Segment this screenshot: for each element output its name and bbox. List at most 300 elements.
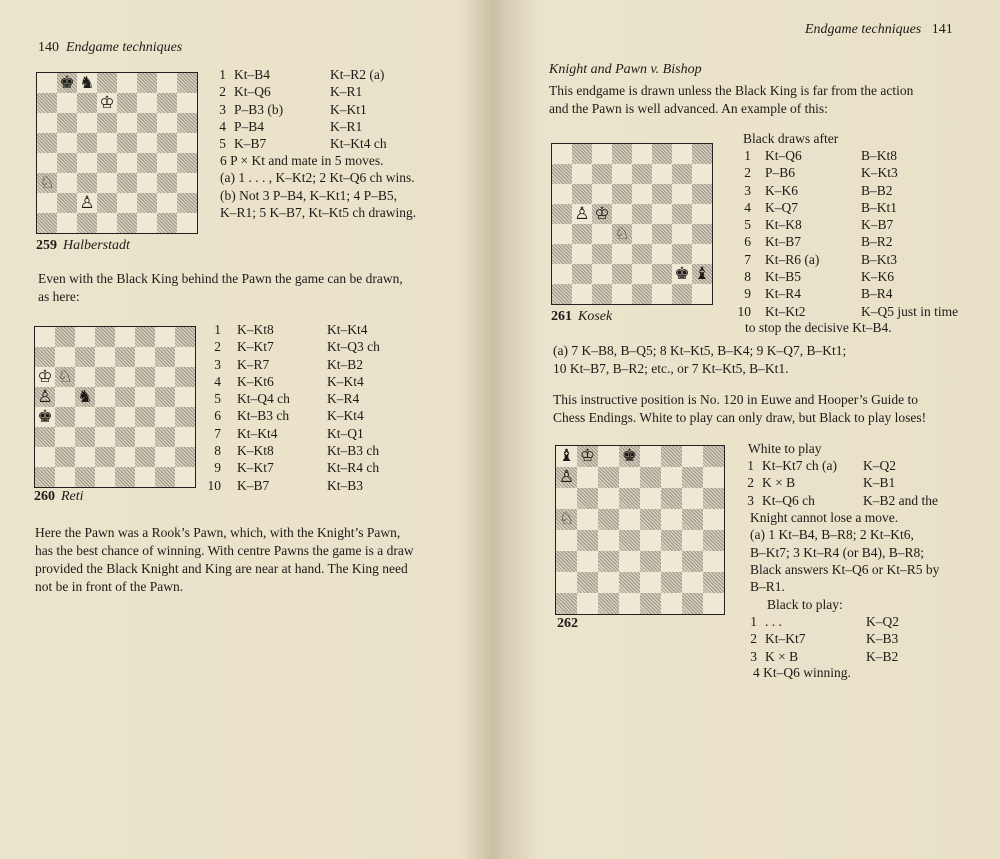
move-number: 7	[744, 251, 751, 267]
board-square-b2	[577, 572, 598, 593]
board-square-g8	[157, 73, 177, 93]
move-number: 9	[214, 460, 221, 476]
board-square-a5	[552, 204, 572, 224]
board-square-g2	[155, 447, 175, 467]
black-move: Kt–B2	[327, 356, 364, 372]
board-square-e6	[117, 113, 137, 133]
board-square-d8	[619, 446, 640, 467]
move-number: 5	[214, 391, 221, 407]
board-square-e7	[632, 164, 652, 184]
black-bishop-icon: ♝	[694, 264, 710, 284]
white-move: Kt–B7	[765, 234, 802, 250]
board-square-c1	[598, 593, 619, 614]
text-line: provided the Black Knight and King are near at hand. The King need	[35, 561, 408, 576]
board-square-d6	[95, 367, 115, 387]
board-square-f4	[652, 224, 672, 244]
board-square-b6	[572, 184, 592, 204]
board-square-c3	[77, 173, 97, 193]
board-square-f5	[652, 204, 672, 224]
notes-259	[220, 152, 446, 221]
text-line: Here the Pawn was a Rook’s Pawn, which, with the Knight’s Pawn,	[35, 525, 401, 540]
board-square-a7	[556, 467, 577, 488]
board-square-a3	[552, 244, 572, 264]
board-square-d7	[95, 347, 115, 367]
chess-diagram-259	[36, 72, 198, 234]
board-square-e6	[632, 184, 652, 204]
board-square-f4	[661, 530, 682, 551]
board-square-g7	[682, 467, 703, 488]
board-square-g8	[155, 327, 175, 347]
board-square-e6	[640, 488, 661, 509]
board-square-c8	[592, 144, 612, 164]
board-square-c3	[75, 427, 95, 447]
board-square-d2	[612, 264, 632, 284]
board-square-c2	[75, 447, 95, 467]
diagram-caption-262	[557, 616, 584, 632]
board-square-a1	[35, 467, 55, 487]
text-line: This instructive position is No. 120 in Euwe and Hooper’s Guide to	[553, 392, 918, 407]
text-line: not be in front of the Pawn.	[35, 579, 184, 594]
board-square-g2	[672, 264, 692, 284]
board-square-d5	[612, 204, 632, 224]
white-move: K × B	[762, 475, 796, 491]
white-move: Kt–Q6 ch	[762, 492, 815, 508]
board-square-g1	[672, 284, 692, 304]
move-number: 4	[219, 118, 226, 134]
board-square-g4	[157, 153, 177, 173]
black-knight-icon: ♞	[79, 73, 95, 93]
diagram-title: Kosek	[578, 309, 613, 324]
board-square-h5	[703, 509, 724, 530]
board-square-g4	[155, 407, 175, 427]
white-move: Kt–K8	[765, 217, 802, 233]
board-square-e6	[115, 367, 135, 387]
black-move: K–B1	[863, 475, 896, 491]
board-square-d7	[97, 93, 117, 113]
running-head-title: Endgame techniques	[66, 40, 183, 55]
white-pawn-icon: ♙	[558, 467, 575, 487]
board-square-b4	[55, 407, 75, 427]
white-move: K–Kt8	[237, 443, 274, 459]
board-square-c1	[77, 213, 97, 233]
board-square-d7	[612, 164, 632, 184]
board-square-e8	[117, 73, 137, 93]
board-square-c8	[75, 327, 95, 347]
board-square-g5	[682, 509, 703, 530]
move-number: 2	[747, 475, 754, 491]
board-square-f1	[652, 284, 672, 304]
board-square-g7	[157, 93, 177, 113]
board-square-h3	[703, 551, 724, 572]
white-pawn-icon: ♙	[37, 387, 53, 407]
board-square-g2	[682, 572, 703, 593]
board-square-c6	[592, 184, 612, 204]
board-square-f6	[652, 184, 672, 204]
board-square-e7	[117, 93, 137, 113]
board-square-b3	[57, 173, 77, 193]
white-move: Kt–Q4 ch	[237, 391, 290, 407]
board-square-a6	[552, 184, 572, 204]
diagram-caption-261	[551, 309, 612, 325]
black-move: K–R4	[327, 391, 360, 407]
board-square-h2	[177, 193, 197, 213]
board-square-d1	[612, 284, 632, 304]
board-square-g5	[672, 204, 692, 224]
board-square-a5	[37, 133, 57, 153]
board-square-h7	[175, 347, 195, 367]
board-square-f3	[137, 173, 157, 193]
board-square-b5	[577, 509, 598, 530]
board-square-f7	[135, 347, 155, 367]
board-square-d2	[97, 193, 117, 213]
left-running-head	[38, 40, 182, 56]
note-line: B–R1.	[750, 579, 785, 595]
board-square-h7	[177, 93, 197, 113]
board-square-e4	[115, 407, 135, 427]
white-move: P–B4	[234, 118, 265, 134]
black-king-icon: ♚	[37, 407, 53, 427]
board-square-g1	[155, 467, 175, 487]
board-square-f6	[137, 113, 157, 133]
move-number: 1	[750, 614, 757, 629]
board-square-d6	[97, 113, 117, 133]
note-line: (a) 1 . . . , K–Kt2; 2 Kt–Q6 ch wins.	[220, 170, 415, 186]
diagram-caption-260	[34, 489, 84, 505]
black-move: Kt–Q3 ch	[327, 339, 380, 355]
board-square-g7	[672, 164, 692, 184]
board-square-f1	[135, 467, 155, 487]
white-king-icon: ♔	[579, 446, 596, 466]
black-king-icon: ♚	[674, 264, 690, 284]
black-bishop-icon: ♝	[558, 446, 575, 466]
black-move: Kt–B3	[327, 477, 364, 493]
board-square-d8	[97, 73, 117, 93]
black-to-play-label: Black to play:	[767, 597, 843, 612]
note-line: 6 P × Kt and mate in 5 moves.	[220, 153, 384, 168]
board-square-d2	[619, 572, 640, 593]
board-square-b3	[55, 427, 75, 447]
board-square-a2	[552, 264, 572, 284]
board-square-b5	[57, 133, 77, 153]
move-number: 4	[744, 199, 751, 215]
move-number: 3	[214, 356, 221, 372]
page-number: 140	[38, 40, 59, 55]
paragraph-2	[35, 524, 445, 596]
move-number: 3	[744, 182, 751, 198]
board-square-f7	[652, 164, 672, 184]
board-square-a1	[552, 284, 572, 304]
board-square-b1	[572, 284, 592, 304]
board-square-b5	[55, 387, 75, 407]
board-square-b8	[55, 327, 75, 347]
board-square-b7	[57, 93, 77, 113]
board-square-g1	[682, 593, 703, 614]
board-square-g4	[682, 530, 703, 551]
paragraph-3	[553, 391, 965, 427]
move-number: 2	[750, 631, 757, 647]
final-move: 4 Kt–Q6 winning.	[753, 665, 851, 680]
board-square-h1	[175, 467, 195, 487]
text-line: This endgame is drawn unless the Black King is far from the action	[549, 83, 914, 98]
board-square-c7	[75, 347, 95, 367]
white-move: K × B	[765, 648, 799, 664]
board-square-d4	[619, 530, 640, 551]
board-square-g5	[155, 387, 175, 407]
board-square-b8	[577, 446, 598, 467]
black-move: K–B3	[866, 631, 899, 647]
text-line: Even with the Black King behind the Pawn the game can be drawn,	[38, 271, 403, 286]
board-square-d4	[612, 224, 632, 244]
black-king-icon: ♚	[59, 73, 75, 93]
board-square-f8	[137, 73, 157, 93]
board-square-b6	[55, 367, 75, 387]
board-square-d1	[95, 467, 115, 487]
board-square-e3	[632, 244, 652, 264]
board-square-g6	[682, 488, 703, 509]
white-move: K–Kt7	[237, 460, 274, 476]
board-square-e1	[640, 593, 661, 614]
notes-262	[750, 509, 970, 595]
move-number: 1	[219, 67, 226, 82]
move-number: 9	[744, 286, 751, 302]
board-square-f5	[137, 133, 157, 153]
black-move: Kt–Kt4	[327, 322, 368, 337]
board-square-e4	[632, 224, 652, 244]
board-square-h6	[692, 184, 712, 204]
board-square-d3	[95, 427, 115, 447]
black-move: K–Kt4	[327, 408, 364, 424]
white-move: Kt–Kt2	[765, 303, 806, 319]
board-square-g1	[157, 213, 177, 233]
white-knight-icon: ♘	[57, 367, 73, 387]
board-square-f6	[135, 367, 155, 387]
board-square-f3	[135, 427, 155, 447]
board-square-a8	[556, 446, 577, 467]
note-line: Black answers Kt–Q6 or Kt–R5 by	[750, 561, 940, 577]
text-line: and the Pawn is well advanced. An example of this:	[549, 101, 828, 116]
diagram-number: 260	[34, 489, 55, 504]
white-move: Kt–B3 ch	[237, 408, 290, 424]
board-square-f8	[661, 446, 682, 467]
board-square-h6	[703, 488, 724, 509]
black-move: K–K6	[861, 269, 894, 285]
board-square-b1	[577, 593, 598, 614]
board-square-c6	[598, 488, 619, 509]
black-move: K–Kt4	[327, 373, 364, 389]
black-move: B–R2	[861, 234, 893, 250]
white-move: P–B3 (b)	[234, 101, 284, 117]
board-square-a7	[35, 347, 55, 367]
board-square-e2	[115, 447, 135, 467]
board-square-f6	[661, 488, 682, 509]
board-square-a7	[552, 164, 572, 184]
board-square-d3	[612, 244, 632, 264]
note-line: Knight cannot lose a move.	[750, 510, 899, 525]
white-knight-icon: ♘	[614, 224, 630, 244]
move-number: 8	[214, 443, 221, 459]
move-number: 1	[744, 148, 751, 163]
board-square-e4	[640, 530, 661, 551]
board-square-g3	[672, 244, 692, 264]
board-square-c2	[592, 264, 612, 284]
black-move: B–R4	[861, 286, 893, 302]
black-king-icon: ♚	[621, 446, 638, 466]
board-square-h4	[703, 530, 724, 551]
board-square-g2	[157, 193, 177, 213]
white-pawn-icon: ♙	[574, 204, 590, 224]
board-square-a2	[35, 447, 55, 467]
board-square-g7	[155, 347, 175, 367]
board-square-b8	[572, 144, 592, 164]
board-square-e2	[117, 193, 137, 213]
white-king-icon: ♔	[99, 93, 115, 113]
move-number: 6	[214, 408, 221, 424]
board-square-c3	[598, 551, 619, 572]
diagram-number: 261	[551, 309, 572, 324]
board-square-f2	[135, 447, 155, 467]
board-square-a1	[37, 213, 57, 233]
board-square-a6	[35, 367, 55, 387]
section-title: Knight and Pawn v. Bishop	[549, 62, 702, 77]
board-square-e5	[117, 133, 137, 153]
board-square-g5	[157, 133, 177, 153]
board-square-h1	[692, 284, 712, 304]
board-square-g6	[157, 113, 177, 133]
board-square-f5	[661, 509, 682, 530]
white-move: Kt–B5	[765, 269, 802, 285]
move-number: 3	[747, 492, 754, 508]
move-number: 2	[219, 84, 226, 100]
move-number: 2	[744, 165, 751, 181]
white-knight-icon: ♘	[558, 509, 575, 529]
right-running-head	[805, 22, 953, 38]
board-square-e1	[632, 284, 652, 304]
board-square-e5	[632, 204, 652, 224]
board-square-e7	[115, 347, 135, 367]
board-square-f4	[135, 407, 155, 427]
diagram-number: 259	[36, 238, 57, 253]
board-square-e7	[640, 467, 661, 488]
white-move: K–Kt7	[237, 339, 274, 355]
white-move: K–Q7	[765, 199, 798, 215]
board-square-c4	[75, 407, 95, 427]
chess-diagram-261	[551, 143, 713, 305]
move-number: 6	[744, 234, 751, 250]
board-square-c5	[598, 509, 619, 530]
board-square-a6	[556, 488, 577, 509]
board-square-h3	[692, 244, 712, 264]
board-square-c3	[592, 244, 612, 264]
board-square-b6	[577, 488, 598, 509]
board-square-b4	[57, 153, 77, 173]
board-square-f2	[652, 264, 672, 284]
black-move: Kt–R2 (a)	[330, 67, 385, 82]
board-square-a8	[37, 73, 57, 93]
white-move: K–R7	[237, 356, 270, 372]
board-square-d5	[97, 133, 117, 153]
move-number: 1	[747, 458, 754, 473]
board-square-g3	[155, 427, 175, 447]
move-number: 1	[214, 322, 221, 337]
board-square-b6	[57, 113, 77, 133]
board-square-a2	[37, 193, 57, 213]
black-move: K–Kt3	[861, 165, 898, 181]
black-move: K–B2	[866, 648, 899, 664]
board-square-e8	[632, 144, 652, 164]
board-square-h7	[692, 164, 712, 184]
board-square-b4	[572, 224, 592, 244]
board-square-h5	[692, 204, 712, 224]
note-line: B–Kt7; 3 Kt–R4 (or B4), B–R8;	[750, 544, 925, 560]
black-move: B–Kt8	[861, 148, 898, 163]
white-move: . . .	[765, 614, 782, 629]
board-square-d8	[612, 144, 632, 164]
white-pawn-icon: ♙	[79, 193, 95, 213]
board-square-a5	[556, 509, 577, 530]
board-square-g6	[155, 367, 175, 387]
black-move: Kt–R4 ch	[327, 460, 380, 476]
board-square-c6	[77, 113, 97, 133]
board-square-c6	[75, 367, 95, 387]
board-square-g3	[682, 551, 703, 572]
board-square-a4	[37, 153, 57, 173]
board-square-b1	[55, 467, 75, 487]
move-tail: to stop the decisive Kt–B4.	[745, 320, 892, 335]
white-move: Kt–R6 (a)	[765, 251, 820, 267]
board-square-a3	[37, 173, 57, 193]
board-square-g6	[672, 184, 692, 204]
board-square-h4	[175, 407, 195, 427]
white-move: Kt–Q6	[234, 84, 271, 100]
board-square-c5	[77, 133, 97, 153]
board-square-a1	[556, 593, 577, 614]
text-line: 10 Kt–B7, B–R2; etc., or 7 Kt–Kt5, B–Kt1.	[553, 361, 789, 376]
move-number: 2	[214, 339, 221, 355]
board-square-g8	[682, 446, 703, 467]
board-square-a5	[35, 387, 55, 407]
board-square-c4	[598, 530, 619, 551]
white-king-icon: ♔	[37, 367, 53, 387]
board-square-f8	[652, 144, 672, 164]
board-square-c2	[598, 572, 619, 593]
white-move: Kt–Kt7	[765, 631, 806, 647]
board-square-g3	[157, 173, 177, 193]
note-paragraph-261	[553, 342, 961, 378]
board-square-e8	[115, 327, 135, 347]
board-square-b4	[577, 530, 598, 551]
board-square-h3	[175, 427, 195, 447]
lead-text: Black draws after	[743, 131, 839, 146]
board-square-h4	[692, 224, 712, 244]
board-square-e1	[115, 467, 135, 487]
board-square-a4	[556, 530, 577, 551]
black-move: K–B2 and the	[863, 492, 938, 508]
board-square-d2	[95, 447, 115, 467]
board-square-h2	[175, 447, 195, 467]
board-square-b8	[57, 73, 77, 93]
board-square-b1	[57, 213, 77, 233]
board-square-a3	[556, 551, 577, 572]
chess-diagram-260	[34, 326, 196, 488]
black-move: K–Q5 just in time	[861, 303, 959, 319]
black-move: K–Q2	[863, 458, 896, 473]
note-line: K–R1; 5 K–B7, Kt–Kt5 ch drawing.	[220, 204, 417, 220]
text-line: as here:	[38, 289, 80, 304]
board-square-f5	[135, 387, 155, 407]
board-square-f8	[135, 327, 155, 347]
board-square-h2	[692, 264, 712, 284]
board-square-g8	[672, 144, 692, 164]
